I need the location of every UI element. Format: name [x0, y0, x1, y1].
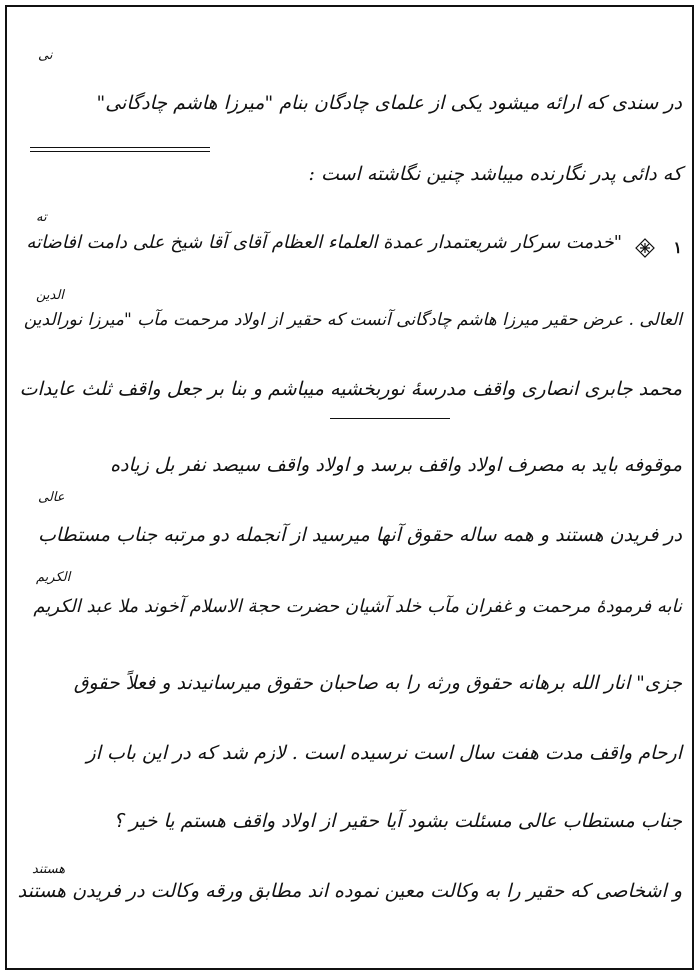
document-intro: که دائی پدر نگارنده میباشد چنین نگاشته است : — [308, 163, 682, 185]
document-heading: در سندی که ارائه میشود یکی از علمای چادگان بنام "میرزا هاشم چادگانی" — [96, 92, 682, 114]
letter-line-4: موقوفه باید به مصرف اولاد واقف برسد و اولاد واقف سیصد نفر بل زیاده — [110, 454, 682, 476]
letter-line-6: نابه فرمودهٔ مرحمت و غفران مآب خلد آشیان حضرت حجة الاسلام آخوند ملا عبد الکریم — [33, 596, 682, 617]
line3-underline — [330, 418, 450, 419]
marginal-note-line-5: عالی — [38, 490, 65, 505]
letter-number: ۱ — [673, 238, 682, 257]
letter-line-7: جزی" انار الله برهانه حقوق ورثه را به صاحبان حقوق میرسانیدند و فعلاً حقوق — [73, 672, 682, 694]
heading-underline-2 — [30, 151, 210, 152]
letter-line-8: ارحام واقف مدت هفت سال است نرسیده است . لازم شد که در این باب از — [86, 742, 682, 764]
letter-line-10: و اشخاصی که حقیر را به وکالت معین نموده اند مطابق ورقه وکالت در فریدن هستند — [17, 880, 682, 902]
letter-line-5: در فریدن هستند و همه ساله حقوق آنها میرسید از آنجمله دو مرتبه جناب مستطاب — [37, 524, 682, 546]
marginal-note-line-6: الکریم — [36, 570, 71, 585]
marginal-note-line-10: هستند — [32, 862, 66, 877]
letter-line-2: العالی . عرض حقیر میرزا هاشم چادگانی آنست که حقیر از اولاد مرحمت مآب "میرزا نورالدین — [23, 310, 682, 330]
marginal-note-line-2: الدین — [36, 288, 64, 303]
letter-line-9: جناب مستطاب عالی مسئلت بشود آیا حقیر از اولاد واقف هستم یا خیر ؟ — [113, 810, 682, 832]
heading-underline-1 — [30, 147, 210, 148]
marginal-note-heading: نی — [38, 48, 53, 63]
marginal-note-line-1: ته — [36, 210, 47, 225]
seal-icon — [632, 236, 658, 260]
letter-line-1: "خدمت سرکار شریعتمدار عمدة العلماء العظام آقای آقا شیخ علی دامت افاضاته — [26, 232, 622, 253]
letter-line-3: محمد جابری انصاری واقف مدرسهٔ نوربخشیه میباشم و بنا بر جعل واقف ثلث عایدات — [19, 378, 682, 400]
